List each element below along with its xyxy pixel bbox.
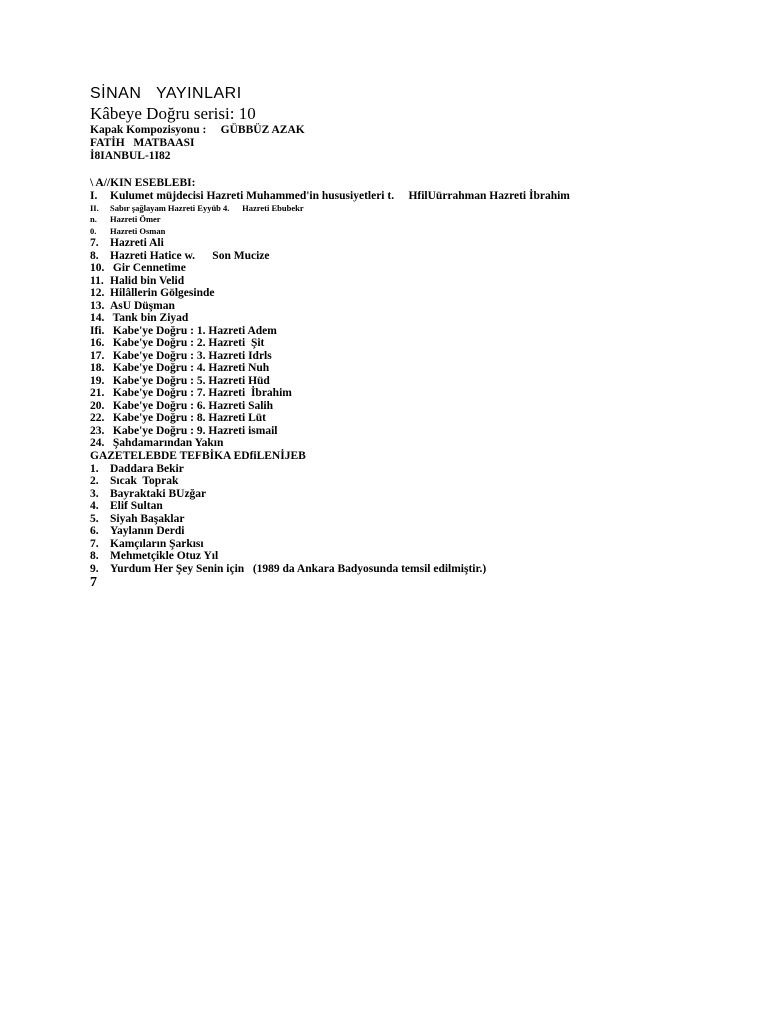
list-item bbox=[90, 463, 750, 476]
item-number: 17. bbox=[90, 349, 105, 362]
item-number: 7. bbox=[90, 537, 99, 550]
list-item bbox=[90, 500, 750, 513]
item-number: I. bbox=[90, 190, 98, 202]
item-title: Kabe'ye Doğru : 2. Hazreti Şit bbox=[110, 337, 265, 349]
list-item bbox=[90, 412, 750, 425]
item-number: II. bbox=[90, 202, 99, 213]
list-item bbox=[90, 312, 750, 325]
city-year: İ8IANBUL-1I82 bbox=[90, 150, 171, 162]
item-title: Kabe'ye Doğru : 9. Hazreti ismail bbox=[110, 424, 278, 437]
item-number: 20. bbox=[90, 399, 105, 412]
list-item bbox=[90, 337, 750, 350]
works-list bbox=[90, 190, 750, 450]
item-title: Kabe'ye Doğru : 1. Hazreti Adem bbox=[110, 324, 277, 337]
item-number: 23. bbox=[90, 424, 105, 437]
list-item bbox=[90, 237, 750, 250]
item-title: Şahdamarından Yakın bbox=[110, 437, 224, 449]
item-number: 12. bbox=[90, 287, 105, 299]
item-number: 7. bbox=[90, 237, 99, 249]
item-number: 14. bbox=[90, 312, 105, 324]
item-number: 9. bbox=[90, 562, 99, 575]
list-item bbox=[90, 538, 750, 551]
list-item bbox=[90, 513, 750, 526]
item-number: 22. bbox=[90, 412, 105, 424]
item-title: Kabe'ye Doğru : 5. Hazreti Hüd bbox=[110, 374, 270, 387]
item-title: Elif Sultan bbox=[110, 500, 163, 512]
item-number: 11. bbox=[90, 274, 104, 287]
list-item bbox=[90, 287, 750, 300]
list-item bbox=[90, 488, 750, 501]
item-title: Hazreti Osman bbox=[110, 225, 166, 236]
list-item bbox=[90, 550, 750, 563]
item-title: Tank bin Ziyad bbox=[110, 312, 189, 324]
item-number: 13. bbox=[90, 299, 105, 312]
item-number: 8. bbox=[90, 550, 99, 562]
item-number: 6. bbox=[90, 525, 99, 537]
list-item bbox=[90, 350, 750, 363]
item-title: Kabe'ye Doğru : 7. Hazreti İbrahim bbox=[110, 387, 292, 399]
list-item bbox=[90, 214, 750, 226]
item-title: Daddara Bekir bbox=[110, 462, 184, 475]
item-number: 21. bbox=[90, 387, 105, 399]
list-item bbox=[90, 375, 750, 388]
list-item bbox=[90, 362, 750, 375]
series-title: Kâbeye Doğru serisi: 10 bbox=[90, 104, 256, 123]
item-number: n. bbox=[90, 214, 97, 224]
list-item bbox=[90, 425, 750, 438]
list-item bbox=[90, 262, 750, 275]
list-item bbox=[90, 525, 750, 538]
item-number: 5. bbox=[90, 512, 99, 525]
item-title: Yaylanın Derdi bbox=[110, 525, 185, 537]
list-item bbox=[90, 387, 750, 400]
item-title: Kabe'ye Doğru : 3. Hazreti Idrls bbox=[110, 349, 272, 362]
item-number: 3. bbox=[90, 487, 99, 500]
item-number: 0. bbox=[90, 225, 97, 236]
item-number: 16. bbox=[90, 337, 105, 349]
item-number: 19. bbox=[90, 374, 105, 387]
list-item bbox=[90, 190, 750, 203]
list-item bbox=[90, 437, 750, 450]
item-number: 24. bbox=[90, 437, 105, 449]
item-title: Bayraktaki BUzğar bbox=[110, 487, 207, 500]
cover-credit: Kapak Kompozisyonu : GÜBBÜZ AZAK bbox=[90, 124, 305, 136]
item-number: 1. bbox=[90, 462, 99, 475]
item-title: Gir Cennetime bbox=[110, 262, 186, 274]
item-title: AsU Düşman bbox=[110, 299, 175, 312]
list-item bbox=[90, 563, 750, 576]
item-title: Kabe'ye Doğru : 8. Hazreti Lüt bbox=[110, 412, 266, 424]
publisher-name: SİNAN YAYINLARI bbox=[90, 85, 242, 102]
list-item bbox=[90, 400, 750, 413]
list-item bbox=[90, 250, 750, 263]
list-item bbox=[90, 300, 750, 313]
item-title: Kulumet müjdecisi Hazreti Muhammed'in hususiyetleri t. HfilUürrahman Hazreti İbrahim bbox=[110, 190, 570, 202]
book-page bbox=[90, 84, 750, 591]
item-title: Hazreti Hatice w. Son Mucize bbox=[110, 249, 270, 262]
item-title: Siyah Başaklar bbox=[110, 512, 185, 525]
list-item bbox=[90, 475, 750, 488]
item-title: Kamçıların Şarkısı bbox=[110, 537, 204, 550]
item-number: 2. bbox=[90, 475, 99, 487]
item-title: Halid bin Velid bbox=[110, 274, 185, 287]
item-number: Ifi. bbox=[90, 324, 105, 337]
list-item bbox=[90, 275, 750, 288]
item-number: 18. bbox=[90, 362, 105, 374]
item-title: Kabe'ye Doğru : 6. Hazreti Salih bbox=[110, 399, 274, 412]
page-number: 7 bbox=[90, 575, 97, 590]
section-heading-works: \ A//KIN ESEBLEBI: bbox=[90, 177, 196, 189]
list-item bbox=[90, 203, 750, 215]
printing-press: FATİH MATBAASI bbox=[90, 137, 195, 149]
item-title: Kabe'ye Doğru : 4. Hazreti Nuh bbox=[110, 362, 270, 374]
spacer bbox=[90, 163, 750, 177]
item-title: Sabır şağlayam Hazreti Eyyüb 4. Hazreti Ebubekr bbox=[110, 202, 304, 213]
list-item bbox=[90, 226, 750, 238]
item-title: Hilâllerin Gölgesinde bbox=[110, 287, 215, 299]
serialized-list bbox=[90, 463, 750, 576]
item-title: Mehmetçikle Otuz Yıl bbox=[110, 550, 219, 562]
item-number: 4. bbox=[90, 500, 99, 512]
item-title: Hazreti Ali bbox=[110, 237, 164, 249]
item-title: Hazreti Ömer bbox=[110, 214, 161, 224]
list-item bbox=[90, 325, 750, 338]
section-heading-serialized: GAZETELEBDE TEFBİKA EDfiLENİJEB bbox=[90, 449, 306, 462]
item-title: Yurdum Her Şey Senin için (1989 da Ankara Badyosunda temsil edilmiştir.) bbox=[110, 562, 487, 575]
item-number: 10. bbox=[90, 262, 105, 274]
item-title: Sıcak Toprak bbox=[110, 475, 179, 487]
item-number: 8. bbox=[90, 249, 99, 262]
